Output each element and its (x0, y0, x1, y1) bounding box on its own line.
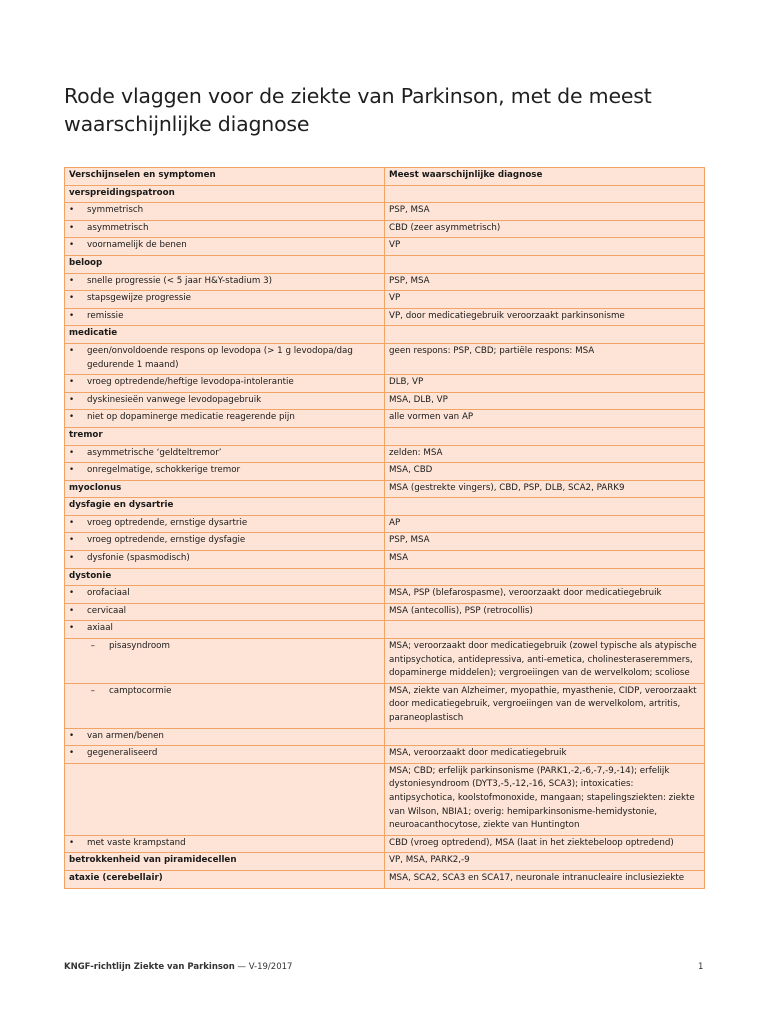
table-row (65, 220, 705, 238)
symptom-cell (65, 410, 385, 428)
page-title: Rode vlaggen voor de ziekte van Parkinson, met de meest waarschijnlijke diagnose (64, 84, 652, 136)
symptom-cell (65, 746, 385, 764)
symptom-cell (65, 273, 385, 291)
table-row (65, 308, 705, 326)
symptom-cell (65, 639, 385, 684)
symptom-cell (65, 238, 385, 256)
diagnosis-cell (385, 621, 705, 639)
symptom-text: niet op dopaminerge medicatie reagerende pijn (87, 412, 295, 423)
symptom-cell: betrokkenheid van piramidecellen (65, 853, 385, 871)
column-header-symptoms: Verschijnselen en symptomen (65, 168, 385, 186)
table-row (65, 203, 705, 221)
symptom-cell (65, 463, 385, 481)
symptom-cell (65, 343, 385, 374)
bullet-marker: • (69, 535, 75, 546)
symptom-text: geen/onvoldoende respons op levodopa (> 1 g levodopa/dag gedurende 1 maand) (87, 345, 353, 370)
dash-marker: – (90, 685, 95, 696)
bullet-marker: • (69, 275, 75, 286)
symptom-cell (65, 515, 385, 533)
symptom-cell (65, 291, 385, 309)
bullet-marker: • (69, 465, 75, 476)
bullet-marker: • (69, 730, 75, 741)
diagnosis-cell: MSA, CBD (385, 463, 705, 481)
symptom-text: remissie (87, 310, 124, 321)
table-row (65, 728, 705, 746)
bullet-marker: • (69, 293, 75, 304)
symptom-cell (65, 220, 385, 238)
symptom-text: dyskinesieën vanwege levodopagebruik (87, 394, 262, 405)
symptom-cell: dysfagie en dysartrie (65, 498, 385, 516)
symptom-text: cervicaal (87, 605, 127, 616)
bullet-marker: • (69, 623, 75, 634)
diagnosis-cell: CBD (zeer asymmetrisch) (385, 220, 705, 238)
footer-version: — V-19/2017 (234, 962, 293, 972)
table-row (65, 410, 705, 428)
category-row (65, 480, 705, 498)
category-row (65, 185, 705, 203)
bullet-marker: • (69, 447, 75, 458)
category-row (65, 870, 705, 888)
symptom-cell (65, 533, 385, 551)
table-row (65, 763, 705, 835)
diagnosis-cell: MSA, PSP (blefarospasme), veroorzaakt door medicatiegebruik (385, 586, 705, 604)
diagnosis-cell (385, 255, 705, 273)
table-row (65, 621, 705, 639)
symptom-text: gegeneraliseerd (87, 748, 158, 759)
symptom-cell: medicatie (65, 326, 385, 344)
category-row (65, 427, 705, 445)
diagnosis-cell: zelden: MSA (385, 445, 705, 463)
symptom-cell (65, 203, 385, 221)
symptom-cell: dystonie (65, 568, 385, 586)
bullet-marker: • (69, 394, 75, 405)
bullet-marker: • (69, 837, 75, 848)
table-row (65, 515, 705, 533)
symptom-cell (65, 683, 385, 728)
footer-guideline-label: KNGF-richtlijn Ziekte van Parkinson (64, 962, 235, 972)
category-row (65, 326, 705, 344)
table-row (65, 603, 705, 621)
diagnosis-cell: VP (385, 291, 705, 309)
symptom-text: snelle progressie (< 5 jaar H&Y-stadium 3) (87, 275, 272, 286)
page-number: 1 (698, 962, 704, 972)
symptom-cell (65, 763, 385, 835)
bullet-marker: • (69, 748, 75, 759)
diagnosis-cell: DLB, VP (385, 375, 705, 393)
bullet-marker: • (69, 222, 75, 233)
diagnosis-cell: MSA (antecollis), PSP (retrocollis) (385, 603, 705, 621)
category-row (65, 255, 705, 273)
symptom-cell: tremor (65, 427, 385, 445)
symptom-text: axiaal (87, 623, 113, 634)
symptom-cell: verspreidingspatroon (65, 185, 385, 203)
symptom-text: vroeg optredende/heftige levodopa-intolerantie (87, 377, 294, 388)
table-row (65, 746, 705, 764)
table-row (65, 639, 705, 684)
symptom-text: asymmetrische ‘geldteltremor’ (87, 447, 222, 458)
diagnosis-cell: alle vormen van AP (385, 410, 705, 428)
diagnosis-cell: AP (385, 515, 705, 533)
diagnosis-cell: geen respons: PSP, CBD; partiële respons: MSA (385, 343, 705, 374)
symptom-text: symmetrisch (87, 205, 144, 216)
diagnosis-cell: VP, door medicatiegebruik veroorzaakt parkinsonisme (385, 308, 705, 326)
symptom-text: van armen/benen (87, 730, 164, 741)
diagnosis-cell: MSA, SCA2, SCA3 en SCA17, neuronale intranucleaire inclusieziekte (385, 870, 705, 888)
symptom-text: asymmetrisch (87, 222, 149, 233)
symptom-text: vroeg optredende, ernstige dysfagie (87, 535, 246, 546)
diagnosis-cell (385, 326, 705, 344)
symptom-text: voornamelijk de benen (87, 240, 187, 251)
diagnosis-cell: MSA (385, 551, 705, 569)
symptom-cell (65, 551, 385, 569)
symptom-text: onregelmatige, schokkerige tremor (87, 465, 241, 476)
diagnosis-cell: CBD (vroeg optredend), MSA (laat in het ziektebeloop optredend) (385, 835, 705, 853)
diagnosis-cell: PSP, MSA (385, 533, 705, 551)
column-header-diagnosis: Meest waarschijnlijke diagnose (385, 168, 705, 186)
table-row (65, 445, 705, 463)
table-row (65, 533, 705, 551)
symptom-cell: beloop (65, 255, 385, 273)
symptom-text: orofaciaal (87, 588, 130, 599)
diagnosis-cell: MSA; veroorzaakt door medicatiegebruik (zowel typische als atypische antipsychotica, antidepressiva, anti-emetica, cholinesteraseremmers, dopaminerge middelen); vergroeiingen van de wervelkolom; scoliose (385, 639, 705, 684)
dash-marker: – (90, 641, 95, 652)
symptom-text: met vaste krampstand (87, 837, 186, 848)
table-row (65, 835, 705, 853)
diagnosis-cell (385, 427, 705, 445)
diagnosis-cell: VP, MSA, PARK2,-9 (385, 853, 705, 871)
category-row (65, 498, 705, 516)
diagnosis-cell: VP (385, 238, 705, 256)
diagnosis-cell (385, 728, 705, 746)
bullet-marker: • (69, 605, 75, 616)
symptom-cell (65, 392, 385, 410)
diagnosis-cell: MSA, DLB, VP (385, 392, 705, 410)
category-row (65, 853, 705, 871)
table-body (65, 185, 705, 888)
bullet-marker: • (69, 377, 75, 388)
bullet-marker: • (69, 412, 75, 423)
diagnosis-cell: PSP, MSA (385, 203, 705, 221)
diagnosis-cell (385, 498, 705, 516)
bullet-marker: • (69, 345, 75, 356)
symptom-cell (65, 586, 385, 604)
table-header-row (65, 168, 705, 186)
symptom-cell: ataxie (cerebellair) (65, 870, 385, 888)
footer (64, 962, 292, 972)
category-row (65, 568, 705, 586)
symptom-text: camptocormie (109, 685, 172, 696)
red-flags-table (64, 167, 705, 889)
bullet-marker: • (69, 240, 75, 251)
bullet-marker: • (69, 588, 75, 599)
symptom-cell (65, 621, 385, 639)
bullet-marker: • (69, 310, 75, 321)
diagnosis-cell (385, 568, 705, 586)
bullet-marker: • (69, 553, 75, 564)
bullet-marker: • (69, 517, 75, 528)
diagnosis-cell: MSA, ziekte van Alzheimer, myopathie, myasthenie, CIDP, veroorzaakt door medicatiegebruik, vergroeiingen van de wervelkolom, artritis, paraneoplastisch (385, 683, 705, 728)
symptom-text: pisasyndroom (109, 641, 170, 652)
symptom-cell (65, 835, 385, 853)
diagnosis-cell (385, 185, 705, 203)
table-row (65, 375, 705, 393)
symptom-cell (65, 603, 385, 621)
table-row (65, 273, 705, 291)
bullet-marker: • (69, 205, 75, 216)
table-row (65, 238, 705, 256)
symptom-cell (65, 375, 385, 393)
diagnosis-cell: MSA, veroorzaakt door medicatiegebruik (385, 746, 705, 764)
diagnosis-cell: MSA; CBD; erfelijk parkinsonisme (PARK1,-2,-6,-7,-9,-14); erfelijk dystoniesyndroom (DYT3,-5,-12,-16, SCA3); intoxicaties: antipsychotica, koolstofmonoxide, mangaan; stapelingsziekten: ziekte van Wilson, NBIA1; overig: hemiparkinsonisme-hemidystonie, neuroacanthocytose, ziekte van Huntington (385, 763, 705, 835)
symptom-cell (65, 728, 385, 746)
table-row (65, 586, 705, 604)
symptom-cell (65, 445, 385, 463)
table-row (65, 343, 705, 374)
table-row (65, 683, 705, 728)
diagnosis-cell: MSA (gestrekte vingers), CBD, PSP, DLB, SCA2, PARK9 (385, 480, 705, 498)
symptom-cell: myoclonus (65, 480, 385, 498)
table-row (65, 291, 705, 309)
symptom-text: stapsgewijze progressie (87, 293, 192, 304)
diagnosis-cell: PSP, MSA (385, 273, 705, 291)
table-row (65, 463, 705, 481)
table-row (65, 551, 705, 569)
symptom-cell (65, 308, 385, 326)
table-row (65, 392, 705, 410)
symptom-text: vroeg optredende, ernstige dysartrie (87, 517, 248, 528)
symptom-text: dysfonie (spasmodisch) (87, 553, 190, 564)
